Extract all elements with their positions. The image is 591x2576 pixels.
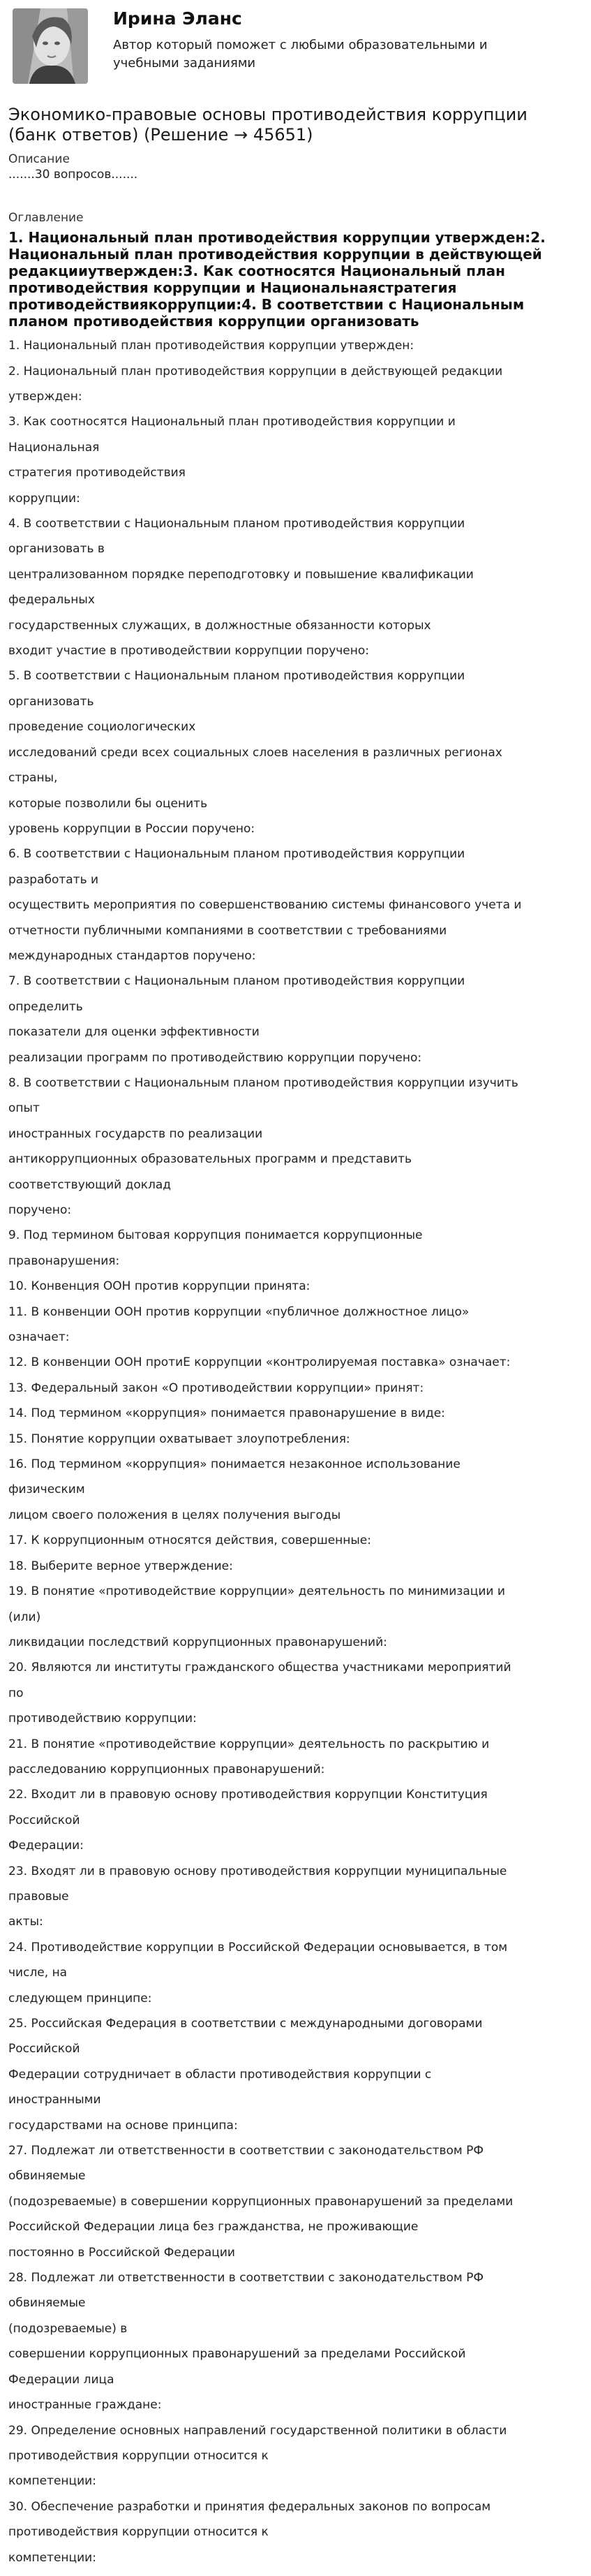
- question-item-continuation: Федерации сотрудничает в области противодействия коррупции с: [8, 2067, 432, 2082]
- question-item-continuation: правовые: [8, 1889, 69, 1904]
- question-item-continuation: Российской: [8, 1813, 80, 1827]
- question-item-continuation: обвиняемые: [8, 2296, 86, 2311]
- question-item-continuation: проведение социологических: [8, 720, 196, 735]
- question-item: 18. Выберите верное утверждение:: [8, 1559, 233, 1573]
- question-item: 21. В понятие «противодействие коррупции» деятельность по раскрытию и: [8, 1737, 490, 1751]
- question-item-continuation: (или): [8, 1610, 41, 1624]
- question-item-continuation: компетенции:: [8, 2474, 96, 2489]
- question-item-continuation: (подозреваемые) в совершении коррупционных правонарушений за пределами: [8, 2194, 514, 2209]
- toc-text: 1. Национальный план противодействия коррупции утвержден:2. Национальный план противодействия коррупции в действующей редакцииутвержден:3. Как соотносятся Национальный план противодействия коррупции и Национальнаястратегия противодействиякоррупции:4. В соответствии с Национальным планом противодействия коррупции организовать: [8, 229, 546, 330]
- toc-label: Оглавление: [8, 211, 84, 225]
- question-item: 1. Национальный план противодействия коррупции утвержден:: [8, 339, 414, 353]
- question-item-continuation: иностранных государств по реализации: [8, 1126, 263, 1141]
- question-item-continuation: иностранные граждане:: [8, 2398, 162, 2413]
- question-item: 2. Национальный план противодействия коррупции в действующей редакции: [8, 364, 503, 378]
- question-item-continuation: стратегия противодействия: [8, 466, 186, 480]
- question-item-continuation: Российской: [8, 2042, 80, 2056]
- question-item-continuation: компетенции:: [8, 2550, 96, 2565]
- question-item-continuation: по: [8, 1686, 24, 1700]
- question-item-continuation: Российской Федерации лица без гражданства, не проживающие: [8, 2220, 419, 2235]
- question-item-continuation: означает:: [8, 1330, 70, 1345]
- question-item: 30. Обеспечение разработки и принятия федеральных законов по вопросам: [8, 2499, 491, 2514]
- description-text: .......30 вопросов.......: [8, 168, 138, 182]
- question-item: 13. Федеральный закон «О противодействии коррупции» принят:: [8, 1381, 424, 1395]
- question-item-continuation: уровень коррупции в России поручено:: [8, 821, 255, 836]
- question-item-continuation: исследований среди всех социальных слоев населения в различных регионах: [8, 745, 502, 760]
- question-item-continuation: отчетности публичными компаниями в соответствии с требованиями: [8, 923, 447, 938]
- question-item-continuation: осуществить мероприятия по совершенствованию системы финансового учета и: [8, 898, 522, 913]
- question-list: [8, 333, 583, 2570]
- author-info: [113, 8, 546, 73]
- question-item-continuation: Федерации лица: [8, 2372, 114, 2387]
- question-item-continuation: федеральных: [8, 593, 95, 608]
- question-item-continuation: международных стандартов поручено:: [8, 948, 256, 963]
- question-item: 14. Под термином «коррупция» понимается правонарушение в виде:: [8, 1406, 445, 1421]
- question-item: 24. Противодействие коррупции в Российской Федерации основывается, в том: [8, 1940, 508, 1955]
- question-item: 19. В понятие «противодействие коррупции» деятельность по минимизации и: [8, 1584, 505, 1599]
- question-item: 20. Являются ли институты гражданского общества участниками мероприятий: [8, 1661, 511, 1675]
- question-item-continuation: опыт: [8, 1101, 40, 1116]
- question-item-continuation: поручено:: [8, 1203, 72, 1218]
- question-item-continuation: противодействия коррупции относится к: [8, 2448, 269, 2463]
- question-item: 7. В соответствии с Национальным планом противодействия коррупции: [8, 974, 465, 989]
- question-item: 4. В соответствии с Национальным планом противодействия коррупции: [8, 517, 465, 531]
- question-item-continuation: коррупции:: [8, 491, 80, 506]
- question-item-continuation: утвержден:: [8, 390, 82, 404]
- question-item-continuation: антикоррупционных образовательных программ и представить: [8, 1152, 412, 1167]
- author-name[interactable]: Ирина Эланс: [113, 8, 242, 29]
- question-item: 27. Подлежат ли ответственности в соответствии с законодательством РФ: [8, 2144, 484, 2158]
- question-item-continuation: государственных служащих, в должностные обязанности которых: [8, 618, 431, 633]
- question-item-continuation: Национальная: [8, 440, 100, 455]
- question-item-continuation: страны,: [8, 771, 58, 786]
- question-item: 15. Понятие коррупции охватывает злоупотребления:: [8, 1431, 350, 1446]
- question-item-continuation: обвиняемые: [8, 2169, 86, 2184]
- question-item: 9. Под термином бытовая коррупция понимается коррупционные: [8, 1228, 423, 1243]
- question-item: 25. Российская Федерация в соответствии с международными договорами: [8, 2017, 483, 2031]
- question-item-continuation: Федерации:: [8, 1839, 84, 1853]
- question-item-continuation: определить: [8, 999, 83, 1014]
- question-item-continuation: совершении коррупционных правонарушений за пределами Российской: [8, 2347, 466, 2362]
- question-item: 6. В соответствии с Национальным планом противодействия коррупции: [8, 847, 465, 862]
- question-item-continuation: следующем принципе:: [8, 1991, 152, 2005]
- page-title: Экономико-правовые основы противодействия коррупции (банк ответов) (Решение → 45651): [8, 105, 528, 145]
- question-item-continuation: числе, на: [8, 1966, 68, 1980]
- author-description: Автор который поможет с любыми образовательными и учебными заданиями: [113, 38, 488, 71]
- question-item: 12. В конвенции ООН протиЕ коррупции «контролируемая поставка» означает:: [8, 1355, 511, 1370]
- question-item-continuation: расследованию коррупционных правонарушений:: [8, 1762, 325, 1776]
- question-item-continuation: реализации программ по противодействию коррупции поручено:: [8, 1050, 422, 1065]
- question-item-continuation: правонарушения:: [8, 1253, 120, 1268]
- question-item-continuation: (подозреваемые) в: [8, 2321, 128, 2336]
- question-item: 23. Входят ли в правовую основу противодействия коррупции муниципальные: [8, 1864, 507, 1878]
- question-item-continuation: разработать и: [8, 872, 99, 887]
- question-item: 16. Под термином «коррупция» понимается незаконное использование: [8, 1457, 461, 1472]
- question-item: 11. В конвенции ООН против коррупции «публичное должностное лицо»: [8, 1304, 470, 1319]
- avatar-image: [13, 8, 88, 84]
- question-item: 22. Входит ли в правовую основу противодействия коррупции Конституция: [8, 1788, 488, 1802]
- question-item-continuation: входит участие в противодействии коррупции поручено:: [8, 644, 370, 658]
- question-item-continuation: постоянно в Российской Федерации: [8, 2245, 235, 2260]
- question-item-continuation: противодействия коррупции относится к: [8, 2525, 269, 2540]
- question-item-continuation: лицом своего положения в целях получения выгоды: [8, 1508, 341, 1522]
- question-item-continuation: иностранными: [8, 2093, 101, 2107]
- question-item-continuation: показатели для оценки эффективности: [8, 1025, 260, 1040]
- question-item: 3. Как соотносятся Национальный план противодействия коррупции и: [8, 415, 456, 429]
- question-item-continuation: централизованном порядке переподготовку и повышение квалификации: [8, 567, 474, 582]
- description-label: Описание: [8, 152, 70, 166]
- author-header: [8, 0, 583, 89]
- question-item-continuation: соответствующий доклад: [8, 1177, 172, 1192]
- question-item-continuation: физическим: [8, 1482, 85, 1497]
- question-item-continuation: ликвидации последствий коррупционных правонарушений:: [8, 1635, 387, 1649]
- question-item-continuation: организовать в: [8, 542, 105, 557]
- question-item: 8. В соответствии с Национальным планом противодействия коррупции изучить: [8, 1075, 518, 1090]
- avatar[interactable]: [13, 8, 88, 84]
- question-item: 17. К коррупционным относятся действия, совершенные:: [8, 1533, 371, 1548]
- question-item: 29. Определение основных направлений государственной политики в области: [8, 2423, 507, 2438]
- question-item-continuation: которые позволили бы оценить: [8, 796, 208, 811]
- question-item: 28. Подлежат ли ответственности в соответствии с законодательством РФ: [8, 2271, 484, 2286]
- question-item-continuation: государствами на основе принципа:: [8, 2118, 238, 2133]
- question-item: 10. Конвенция ООН против коррупции принята:: [8, 1279, 311, 1294]
- question-item-continuation: противодействию коррупции:: [8, 1712, 197, 1726]
- question-item: 5. В соответствии с Национальным планом противодействия коррупции: [8, 669, 465, 684]
- question-item-continuation: организовать: [8, 694, 94, 709]
- question-item-continuation: акты:: [8, 1915, 43, 1929]
